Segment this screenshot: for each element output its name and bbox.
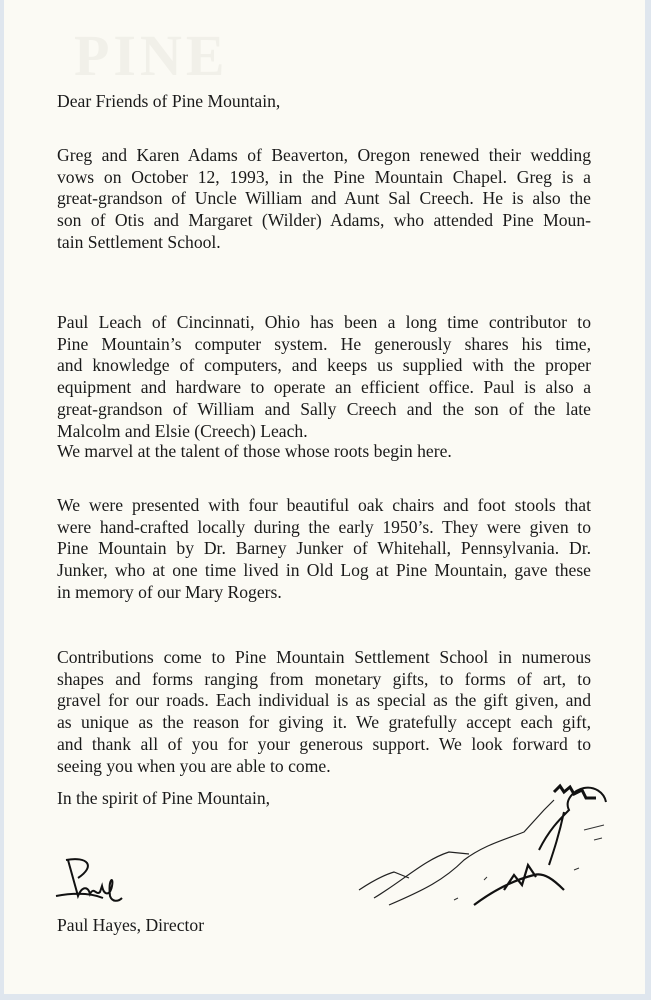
mountain-pine-illustration [354, 780, 614, 915]
paragraph-line: were hand-crafted locally during the early 1950’s. They were given to [57, 516, 591, 537]
paragraph-line: vows on October 12, 1993, in the Pine Mountain Chapel. Greg is a [57, 166, 591, 187]
paragraph-line: We marvel at the talent of those whose roots begin here. [57, 441, 452, 461]
paragraph-line: shapes and forms ranging from monetary gifts, to forms of art, to [57, 668, 591, 689]
paragraph-line: as unique as the reason for giving it. We gratefully accept each gift, [57, 712, 591, 733]
paragraph-line: Greg and Karen Adams of Beaverton, Oregon renewed their wedding [57, 145, 591, 165]
paragraph-line: great-grandson of Uncle William and Aunt Sal Creech. He is also the [57, 188, 591, 209]
greeting: Dear Friends of Pine Mountain, [57, 91, 281, 111]
paragraph-line: and thank all of you for your generous support. We look forward to [57, 733, 591, 754]
paragraph-line: Paul Leach of Cincinnati, Ohio has been a long time contributor to [57, 312, 591, 332]
signer-name: Paul Hayes, Director [57, 915, 205, 935]
letter-page [4, 0, 645, 994]
paragraph-line: We were presented with four beautiful oak chairs and foot stools that [57, 495, 591, 515]
paragraph-line: Contributions come to Pine Mountain Settlement School in numerous [57, 647, 591, 667]
bleed-through-text: PINE [74, 23, 229, 88]
paragraph-line: Malcolm and Elsie (Creech) Leach. [57, 420, 308, 441]
paragraph-line: gravel for our roads. Each individual is as special as the gift given, and [57, 690, 591, 711]
signature-paul [48, 856, 148, 906]
closing: In the spirit of Pine Mountain, [57, 788, 271, 808]
paragraph-line: tain Settlement School. [57, 231, 221, 252]
paragraph-line: equipment and hardware to operate an efficient office. Paul is also a [57, 377, 591, 398]
paragraph-line: in memory of our Mary Rogers. [57, 581, 282, 602]
paragraph-line: and knowledge of computers, and keeps us supplied with the proper [57, 355, 591, 376]
paragraph [57, 312, 591, 442]
paragraph-line: Junker, who at one time lived in Old Log at Pine Mountain, gave these [57, 560, 591, 581]
paragraph-line: seeing you when you are able to come. [57, 755, 331, 776]
paragraph [57, 495, 591, 604]
paragraph-line: Pine Mountain by Dr. Barney Junker of Whitehall, Pennsylvania. Dr. [57, 538, 591, 559]
paragraph [57, 145, 591, 254]
paragraph-line: Pine Mountain’s computer system. He generously shares his time, [57, 333, 591, 354]
paragraph [57, 647, 591, 777]
paragraph-line: son of Otis and Margaret (Wilder) Adams, who attended Pine Moun- [57, 210, 591, 231]
paragraph [57, 441, 591, 463]
paragraph-line: great-grandson of William and Sally Creech and the son of the late [57, 398, 591, 419]
